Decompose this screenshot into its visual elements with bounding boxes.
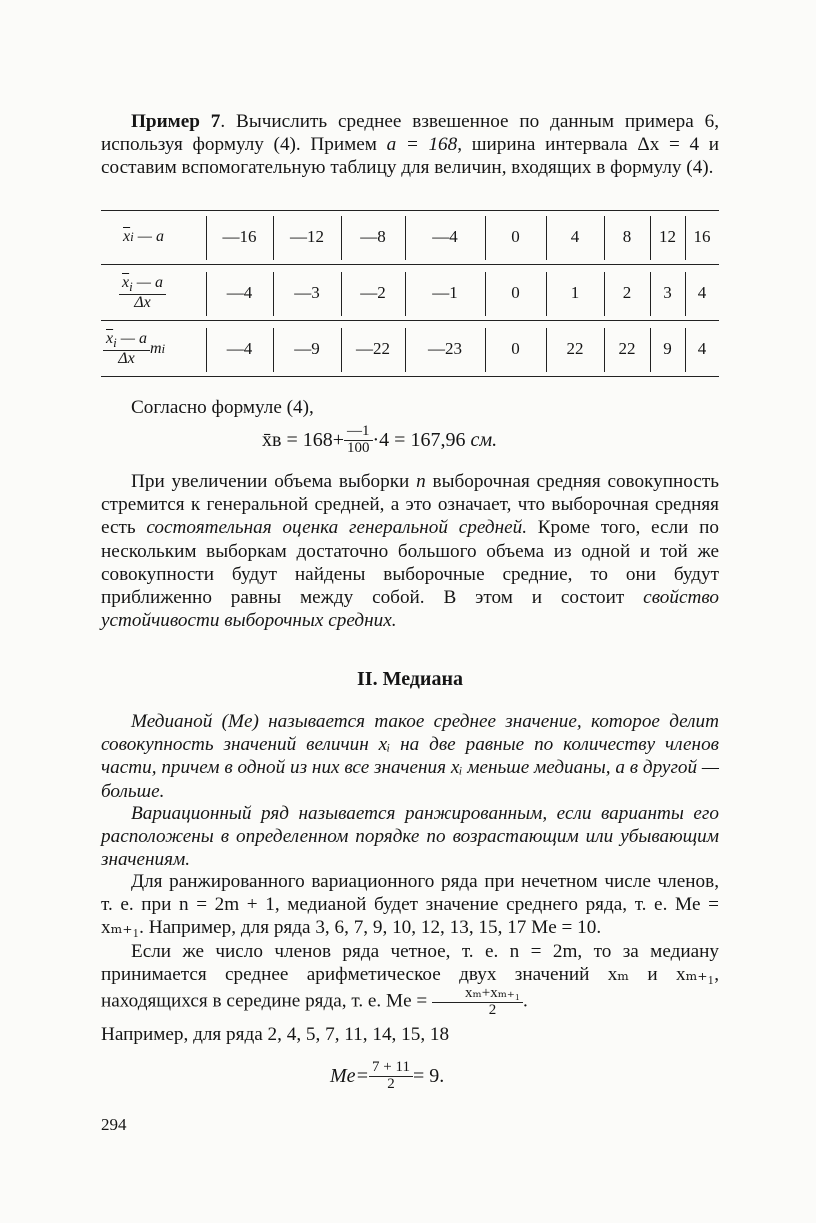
table-cell: —23	[428, 339, 462, 358]
table-cell: 22	[618, 339, 636, 358]
formula-intro: Согласно формуле (4),	[131, 397, 314, 418]
example-a-value: a = 168	[386, 134, 458, 156]
table-cell: 16	[693, 227, 711, 246]
table-cell: 0	[511, 283, 520, 302]
table-cell: —16	[222, 227, 257, 246]
table-cell: —1	[432, 283, 458, 302]
page-number: 294	[101, 1115, 127, 1134]
table-cell: 4	[697, 339, 707, 358]
table-cell: 0	[511, 339, 520, 358]
row-label-1: $\overline{x}$ i — a	[123, 228, 164, 245]
table-cell: 3	[663, 283, 672, 302]
table-cell: —4	[432, 227, 458, 246]
median-lhs: Me=	[330, 1064, 370, 1087]
table-cell: —3	[294, 283, 320, 302]
example-tail: и составим вспомогательную таблицу для величин, входящих в формулу (4).	[101, 134, 719, 179]
even-count-paragraph: Если же число членов ряда четное, т. е. n = 2m, то за медиану принимается среднее арифметическое двух значений xₘ и xₘ₊₁, находящихся в середине ряда, т. е. Me = $\frac{\text{xₘ+xₘ₊₁}}{2}$ .	[101, 941, 719, 1019]
sample-mean-paragraph: При увеличении объема выборки n выборочная средняя совокупность стремится к генеральной средней, а это означает, что выборочная средняя есть состоятельная оценка генеральной средней. Кроме того, если по нескольким выборкам достаточно большого объема из одной и той же совокупности будут найдены выборочные средние, то они будут приближенно равны между собой. В этом и состоит свойство устойчивости выборочных средних.	[101, 471, 719, 632]
section-heading: II. Медиана	[357, 668, 463, 690]
table-cell: 2	[622, 283, 632, 302]
median-definition: Медианой (Me) называется такое среднее значение, которое делит совокупность значений величин xᵢ на две равные по количеству членов части, причем в одной из них все значения xᵢ меньше медианы, а в другой — больше.	[101, 711, 719, 802]
table-cell: 1	[570, 283, 580, 302]
auxiliary-table	[101, 210, 719, 377]
formula-mean	[262, 424, 497, 457]
table-cell: —2	[360, 283, 386, 302]
table-cell: 4	[570, 227, 580, 246]
example-series: Например, для ряда 2, 4, 5, 7, 11, 14, 15, 18	[101, 1024, 450, 1045]
median-num: 7 + 11	[369, 1060, 413, 1077]
median-den: 2	[387, 1075, 395, 1092]
formula-den: 100	[347, 439, 370, 456]
table-cell: 8	[622, 227, 632, 246]
table-cell: —22	[356, 339, 390, 358]
table-cell: 4	[697, 283, 707, 302]
formula-num: —1	[344, 424, 373, 441]
formula-unit: см.	[470, 428, 498, 451]
table-cell: 22	[566, 339, 584, 358]
median-rhs: = 9.	[412, 1064, 445, 1087]
formula-median	[330, 1060, 444, 1093]
odd-count-paragraph: Для ранжированного вариационного ряда при нечетном числе членов, т. е. при n = 2m + 1, медианой будет значение среднего ряда, т. е. Me = xₘ₊₁. Например, для ряда 3, 6, 7, 9, 10, 12, 13, 15, 17 Me = 10.	[101, 871, 719, 939]
example-text: . Вычислить среднее взвешенное по данным примера 6, используя формулу (4). Примем	[101, 111, 719, 156]
table-cell: —12	[290, 227, 324, 246]
table-cell: —4	[226, 339, 253, 358]
example-paragraph	[101, 110, 719, 180]
table-cell: —9	[294, 339, 320, 358]
example-mid: , ширина интервала	[457, 134, 638, 156]
example-dx-value: Δx = 4	[637, 134, 700, 156]
formula-lhs: x̄в = 168+	[262, 428, 345, 451]
ranked-series-definition: Вариационный ряд называется ранжированным, если варианты его расположены в определенном порядке по возрастающим или убывающим значениям.	[101, 803, 719, 871]
table-cell: —4	[226, 283, 253, 302]
table-cell: 0	[511, 227, 520, 246]
table-cell: 9	[663, 339, 672, 358]
example-label: Пример 7	[131, 111, 221, 132]
table-cell: —8	[360, 227, 386, 246]
formula-rhs: ·4 = 167,96	[372, 428, 466, 451]
row-label-2: $\frac{\overline{x}_i — a}{\Delta x}$	[119, 266, 166, 320]
row-label-3: $\frac{\overline{x}_i — a}{\Delta x}$ m i	[103, 322, 165, 376]
table-cell: 12	[659, 227, 676, 246]
